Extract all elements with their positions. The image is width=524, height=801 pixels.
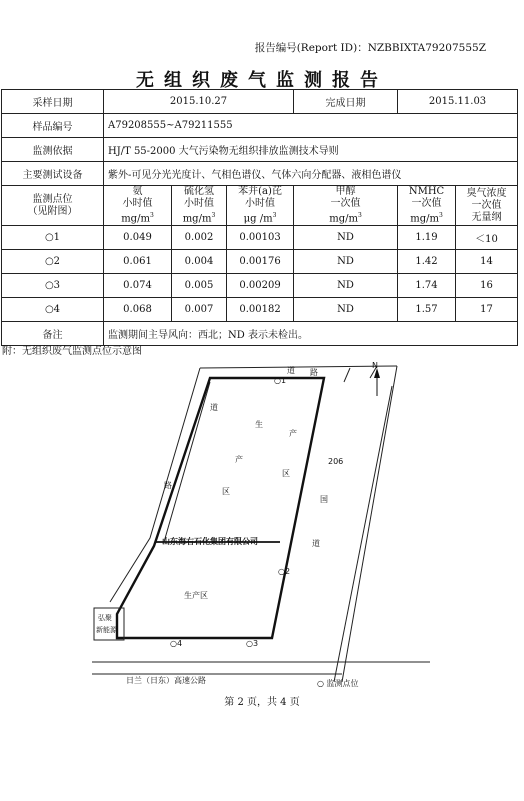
monitoring-table <box>1 89 518 346</box>
remark-label: 备注 <box>2 322 104 346</box>
point-cell: ○2 <box>2 250 104 274</box>
sample-no-label: 样品编号 <box>2 114 104 138</box>
table-row <box>2 90 518 114</box>
value-cell: 0.005 <box>172 274 227 298</box>
value-cell: 0.007 <box>172 298 227 322</box>
sampling-date: 2015.10.27 <box>104 90 294 114</box>
equipment-label: 主要测试设备 <box>2 162 104 186</box>
zone-label: 生 <box>255 420 263 429</box>
point-cell: ○4 <box>2 298 104 322</box>
zone-label: 区 <box>222 487 230 496</box>
value-cell: 14 <box>456 250 518 274</box>
report-number: 报告编号(Report ID)：NZBBIXTA79207555Z <box>254 42 486 54</box>
table-row <box>2 250 518 274</box>
value-cell: ND <box>294 274 398 298</box>
table-row <box>2 138 518 162</box>
column-header-bap: 苯并(a)芘 小时值 μg $/m^3$ <box>227 186 294 226</box>
table-row <box>2 298 518 322</box>
complete-date: 2015.11.03 <box>398 90 518 114</box>
remark: 监测期间主导风向：西北；ND 表示未检出。 <box>104 322 518 346</box>
value-cell: 0.049 <box>104 226 172 250</box>
legend-label: ○ 监测点位 <box>317 679 359 688</box>
site-map <box>92 356 430 696</box>
value-cell: 0.004 <box>172 250 227 274</box>
hongju-box <box>94 608 124 640</box>
value-cell: 0.068 <box>104 298 172 322</box>
hongju-label-1: 弘聚 <box>98 614 112 622</box>
complete-date-label: 完成日期 <box>294 90 398 114</box>
value-cell: ＜10 <box>456 226 518 250</box>
value-cell: ND <box>294 226 398 250</box>
table-row <box>2 226 518 250</box>
value-cell: ND <box>294 298 398 322</box>
road-left-label-1: 道 <box>210 403 218 412</box>
sample-no: A79208555~A79211555 <box>104 114 518 138</box>
appendix-caption: 附：无组织废气监测点位示意图 <box>2 346 142 357</box>
table-row <box>2 114 518 138</box>
value-cell: 1.42 <box>398 250 456 274</box>
monitoring-point: ○2 <box>278 567 291 576</box>
column-header-methanol: 甲醇 一次值 $mg/m^3$ <box>294 186 398 226</box>
value-cell: 0.00103 <box>227 226 294 250</box>
value-cell: 0.061 <box>104 250 172 274</box>
road-right-label-1: 国 <box>320 495 328 504</box>
equipment: 紫外-可见分光光度计、气相色谱仪、气体六向分配器、液相色谱仪 <box>104 162 518 186</box>
basis-label: 监测依据 <box>2 138 104 162</box>
value-cell: 16 <box>456 274 518 298</box>
value-cell: 1.57 <box>398 298 456 322</box>
zone-label: 产 <box>289 429 297 438</box>
sampling-date-label: 采样日期 <box>2 90 104 114</box>
road-top-label-2: 路 <box>310 368 318 377</box>
basis: HJ/T 55-2000 大气污染物无组织排放监测技术导则 <box>104 138 518 162</box>
value-cell: 0.074 <box>104 274 172 298</box>
plant-boundary <box>117 378 324 638</box>
monitoring-point: ○1 <box>274 376 287 385</box>
road-lines <box>92 366 430 682</box>
column-header-h2s: 硫化氢 小时值 $mg/m^3$ <box>172 186 227 226</box>
hongju-label-2: 新能源 <box>96 626 117 634</box>
value-cell: 1.19 <box>398 226 456 250</box>
value-cell: ND <box>294 250 398 274</box>
value-cell: 0.00176 <box>227 250 294 274</box>
column-header-nmhc: NMHC 一次值 $mg/m^3$ <box>398 186 456 226</box>
page-title: 无组织废气监测报告 <box>136 70 388 91</box>
value-cell: 17 <box>456 298 518 322</box>
point-header: 监测点位 （见附图） <box>2 186 104 226</box>
svg-text:N: N <box>372 361 378 370</box>
header-row <box>2 186 518 226</box>
value-cell: 1.74 <box>398 274 456 298</box>
table-row <box>2 162 518 186</box>
column-header-ammonia: 氨 小时值 $mg/m^3$ <box>104 186 172 226</box>
zone-label: 产 <box>235 455 243 464</box>
monitoring-point: ○4 <box>170 639 183 648</box>
road-top-label-1: 道 <box>287 366 295 375</box>
value-cell: 0.00182 <box>227 298 294 322</box>
highway-label: 日兰（日东）高速公路 <box>126 676 206 685</box>
monitoring-point: ○3 <box>246 639 259 648</box>
zone-lower-label: 生产区 <box>184 591 208 600</box>
road-right-label-2: 道 <box>312 539 320 548</box>
point-cell: ○1 <box>2 226 104 250</box>
road-206-label: 206 <box>328 457 344 466</box>
road-left-label-2: 路 <box>164 481 172 490</box>
page-footer: 第 2 页，共 4 页 <box>224 697 300 708</box>
company-label: 山东海右石化集团有限公司 <box>162 537 258 546</box>
point-cell: ○3 <box>2 274 104 298</box>
value-cell: 0.00209 <box>227 274 294 298</box>
zone-label: 区 <box>282 469 290 478</box>
table-row <box>2 274 518 298</box>
column-header-odor: 臭气浓度 一次值 无量纲 <box>456 186 518 226</box>
value-cell: 0.002 <box>172 226 227 250</box>
